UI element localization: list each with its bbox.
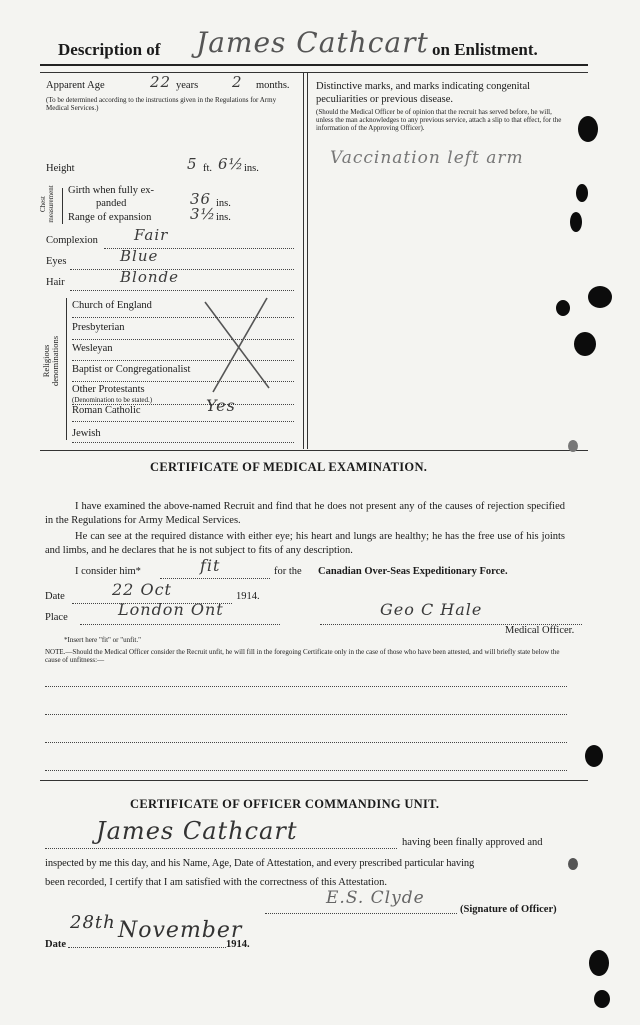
- height-feet-value: 5: [187, 155, 198, 173]
- unfitness-line: [45, 742, 567, 743]
- punch-hole: [585, 745, 603, 767]
- place-line: [80, 624, 280, 625]
- girth-ins-label: ins.: [216, 198, 231, 209]
- apparent-age-label: Apparent Age: [46, 80, 105, 91]
- commanding-year-label: 1914.: [226, 939, 250, 950]
- title-left: Description of: [58, 40, 161, 59]
- religion-other-protestants: Other Protestants: [72, 384, 145, 395]
- medical-officer-label: Medical Officer.: [505, 625, 575, 636]
- commanding-line3: been recorded, I certify that I am satisfied with the correctness of this Attestation.: [45, 877, 388, 888]
- medical-para-2: He can see at the required distance with either eye; his heart and lungs are healthy; he has the free use of his joints and limbs, and he declares that he is not subject to fits of any description.: [45, 531, 565, 556]
- medical-officer-signature: Geo C Hale: [380, 600, 483, 619]
- commanding-line2: inspected by me this day, and his Name, Age, Date of Attestation, and every prescribed particular having: [45, 858, 475, 869]
- religion-line: [72, 442, 294, 443]
- commanding-name-value: James Cathcart: [96, 817, 298, 845]
- cross-out-mark: [195, 296, 275, 396]
- age-months-value: 2: [232, 73, 243, 91]
- fit-line: [160, 578, 270, 579]
- name-line: [45, 848, 397, 849]
- chest-bracket: [62, 188, 63, 224]
- religion-baptist: Baptist or Congregationalist: [72, 364, 191, 375]
- eyes-label: Eyes: [46, 256, 67, 267]
- height-inches-value: 6½: [218, 155, 245, 173]
- header-rule-2: [40, 72, 588, 73]
- place-label: Place: [45, 612, 68, 623]
- recruit-name-header: James Cathcart: [196, 26, 429, 59]
- hair-line: [70, 290, 294, 291]
- chest-side-label: Chest measurement: [39, 185, 55, 223]
- commanding-date-month: November: [118, 918, 243, 943]
- punch-hole: [556, 300, 570, 316]
- eyes-value: Blue: [120, 247, 159, 265]
- commanding-date-day: 28th: [70, 912, 116, 933]
- unfitness-line: [45, 770, 567, 771]
- punch-hole: [588, 286, 612, 308]
- punch-hole: [578, 116, 598, 142]
- note-text: —Should the Medical Officer consider the Recruit unfit, he will fill in the foregoing Certificate only in the case of those who have been attested, and will briefly state below the cause of unfitness:—: [45, 648, 560, 664]
- medical-date-value: 22 Oct: [112, 580, 172, 599]
- hair-value: Blonde: [120, 268, 179, 286]
- insert-note: *Insert here "fit" or "unfit.": [64, 636, 141, 644]
- unfitness-line: [45, 686, 567, 687]
- range-label: Range of expansion: [68, 212, 152, 223]
- religions-side-label: Religious denominations: [41, 335, 60, 387]
- officer-signature-line: [265, 913, 457, 914]
- distinctive-marks-title: Distinctive marks, and marks indicating congenital peculiarities or previous disease.: [316, 81, 531, 105]
- note-label: NOTE.: [45, 648, 66, 656]
- religion-jewish: Jewish: [72, 428, 101, 439]
- age-years-value: 22: [150, 73, 172, 91]
- age-note: (To be determined according to the instructions given in the Regulations for Army Medical Services.): [46, 96, 277, 112]
- punch-hole: [594, 990, 610, 1008]
- complexion-value: Fair: [134, 226, 169, 244]
- punch-hole: [574, 332, 596, 356]
- religions-bracket: [66, 298, 67, 440]
- other-protestants-note: (Denomination to be stated.): [72, 396, 153, 404]
- punch-hole: [568, 858, 578, 870]
- section-rule-2: [40, 780, 588, 781]
- column-divider: [303, 73, 304, 449]
- medical-year-label: 1914.: [236, 591, 260, 602]
- for-the-label: for the: [274, 566, 302, 577]
- punch-hole: [589, 950, 609, 976]
- medical-certificate-title: CERTIFICATE OF MEDICAL EXAMINATION.: [150, 460, 428, 474]
- roman-catholic-mark: Yes: [206, 396, 236, 415]
- place-value: London Ont: [118, 600, 224, 619]
- religion-roman-catholic: Roman Catholic: [72, 405, 141, 416]
- medical-para-1: I have examined the above-named Recruit and find that he does not present any of the causes of rejection specified in the Regulations for Army Medical Services.: [45, 501, 565, 526]
- commanding-line1-tail: having been finally approved and: [402, 837, 543, 848]
- column-divider-2: [307, 73, 308, 449]
- punch-hole: [576, 184, 588, 202]
- girth-label-1: Girth when fully ex-: [68, 185, 155, 196]
- ft-label: ft.: [203, 163, 213, 174]
- religion-presbyterian: Presbyterian: [72, 322, 125, 333]
- consider-label: I consider him*: [75, 566, 141, 577]
- punch-hole: [568, 440, 578, 452]
- ins-label: ins.: [244, 163, 259, 174]
- medical-date-label: Date: [45, 591, 65, 602]
- force-label: Canadian Over-Seas Expeditionary Force.: [318, 566, 508, 577]
- religion-wesleyan: Wesleyan: [72, 343, 113, 354]
- signature-of-officer-label: (Signature of Officer): [460, 904, 557, 915]
- girth-value: 36: [190, 190, 212, 208]
- commanding-date-label: Date: [45, 939, 66, 950]
- distinctive-marks-note: (Should the Medical Officer be of opinion that the recruit has served before, he will, unless the man acknowledges to any previous service, attach a slip to that effect, for the information of the Approving Officer).: [316, 108, 562, 132]
- girth-label-2: panded: [96, 198, 127, 209]
- commanding-certificate-title: CERTIFICATE OF OFFICER COMMANDING UNIT.: [130, 797, 440, 811]
- punch-hole: [570, 212, 582, 232]
- fit-value: fit: [200, 556, 221, 575]
- section-rule-1: [40, 450, 588, 451]
- commanding-officer-signature: E.S. Clyde: [326, 888, 425, 908]
- religion-line: [72, 421, 294, 422]
- range-value: 3½: [190, 205, 217, 223]
- months-label: months.: [256, 80, 290, 91]
- range-ins-label: ins.: [216, 212, 231, 223]
- unfitness-line: [45, 714, 567, 715]
- complexion-label: Complexion: [46, 235, 98, 246]
- header-rule: [40, 64, 588, 66]
- years-label: years: [176, 80, 199, 91]
- hair-label: Hair: [46, 277, 65, 288]
- title-right: on Enlistment.: [432, 40, 538, 59]
- religion-church-of-england: Church of England: [72, 300, 152, 311]
- eyes-line: [70, 269, 294, 270]
- commanding-date-line: [68, 947, 226, 948]
- marks-value: Vaccination left arm: [330, 148, 524, 168]
- height-label: Height: [46, 163, 75, 174]
